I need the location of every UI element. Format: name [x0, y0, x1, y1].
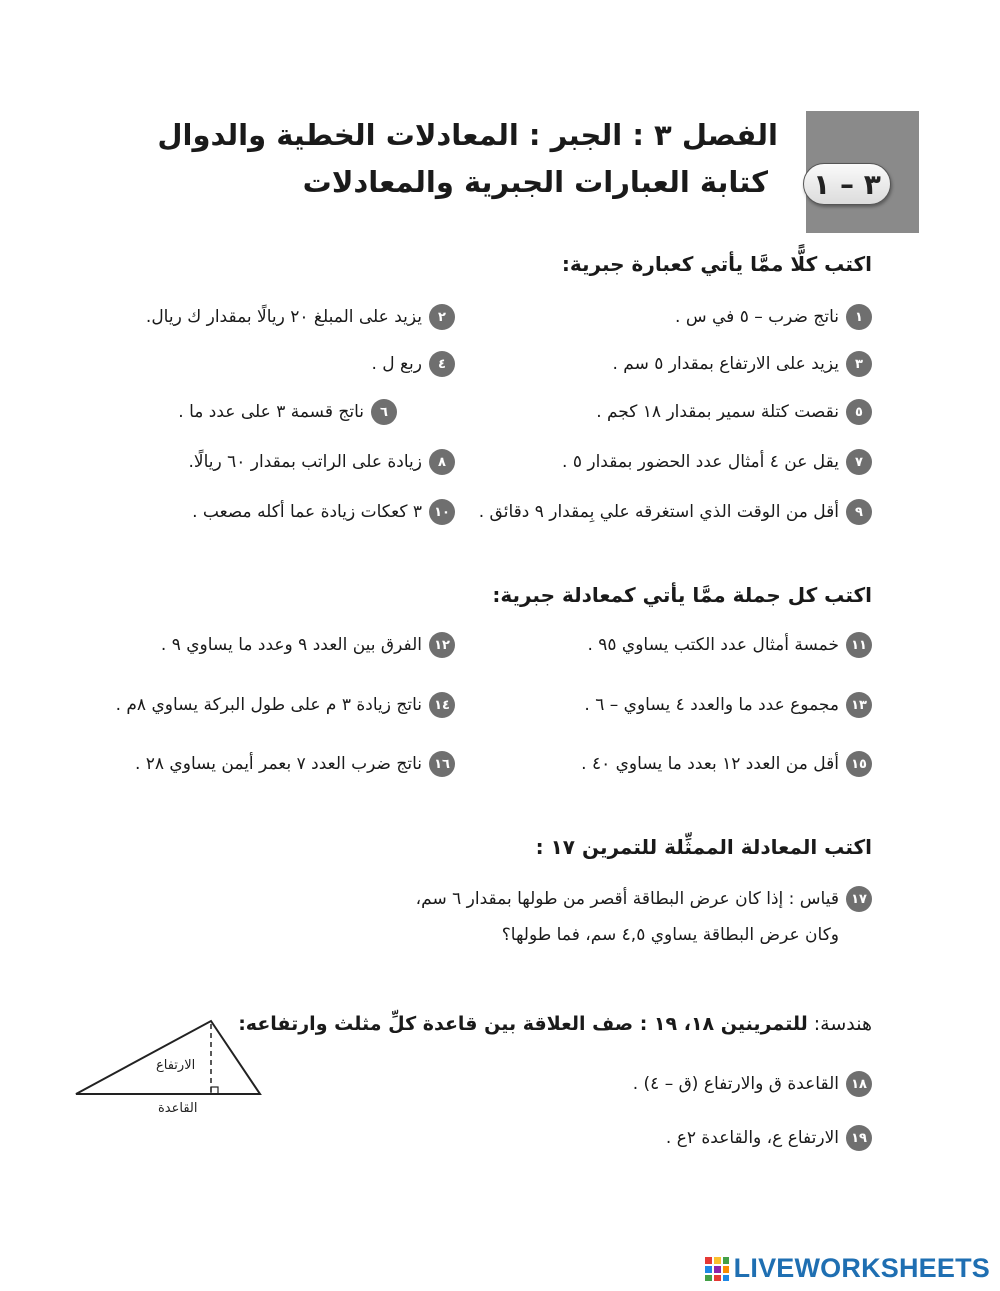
- exercise-text: ناتج ضرب – ٥ في س .: [675, 307, 839, 327]
- exercise-text: مجموع عدد ما والعدد ٤ يساوي – ٦ .: [584, 695, 839, 715]
- exercise-19: [666, 1125, 872, 1151]
- exercise-text: يقل عن ٤ أمثال عدد الحضور بمقدار ٥ .: [562, 452, 839, 472]
- exercise-number: ١٢: [429, 632, 455, 658]
- exercise-number: ٧: [846, 449, 872, 475]
- exercise-text: أقل من العدد ١٢ بعدد ما يساوي ٤٠ .: [581, 754, 839, 774]
- section4-heading-text: للتمرينين ١٨، ١٩ : صف العلاقة بين قاعدة كلِّ مثلث وارتفاعه:: [238, 1013, 808, 1035]
- exercise-number: ٣: [846, 351, 872, 377]
- exercise-number: ٥: [846, 399, 872, 425]
- exercise-number: ١٤: [429, 692, 455, 718]
- liveworksheets-logo: [704, 1253, 990, 1284]
- exercise-text: القاعدة ق والارتفاع (ق – ٤) .: [632, 1074, 839, 1094]
- exercise-number: ١٩: [846, 1125, 872, 1151]
- exercise-12: [161, 632, 455, 658]
- exercise-6: [178, 399, 397, 425]
- liveworksheets-logo-icon: [704, 1256, 730, 1282]
- exercise-1: [675, 304, 872, 330]
- section4-heading: [238, 1013, 872, 1035]
- exercise-number: ٦: [371, 399, 397, 425]
- exercise-11: [587, 632, 872, 658]
- exercise-number: ١٨: [846, 1071, 872, 1097]
- exercise-17-line2: وكان عرض البطاقة يساوي ٤,٥ سم، فما طولها؟: [501, 925, 839, 945]
- lesson-number: ٣ – ١: [813, 167, 881, 201]
- exercise-number: ١٦: [429, 751, 455, 777]
- exercise-number: ١٧: [846, 886, 872, 912]
- section1-heading: اكتب كلًّا ممَّا يأتي كعبارة جبرية:: [561, 252, 872, 276]
- exercise-text: ناتج قسمة ٣ على عدد ما .: [178, 402, 364, 422]
- exercise-text: نقصت كتلة سمير بمقدار ١٨ كجم .: [596, 402, 839, 422]
- exercise-13: [584, 692, 872, 718]
- exercise-text: ناتج ضرب العدد ٧ بعمر أيمن يساوي ٢٨ .: [134, 754, 422, 774]
- chapter-title: الفصل ٣ : الجبر : المعادلات الخطية والدوال: [157, 118, 778, 152]
- exercise-4: [371, 351, 455, 377]
- right-angle-marker: [211, 1087, 218, 1094]
- exercise-text: يزيد على المبلغ ٢٠ ريالًا بمقدار ك ريال.: [145, 307, 422, 327]
- exercise-text-line1: قياس : إذا كان عرض البطاقة أقصر من طولها بمقدار ٦ سم،: [415, 889, 839, 909]
- exercise-15: [581, 751, 872, 777]
- exercise-16: [135, 751, 455, 777]
- exercise-7: [562, 449, 872, 475]
- exercise-text: ربع ل .: [371, 354, 422, 374]
- exercise-number: ١١: [846, 632, 872, 658]
- exercise-5: [596, 399, 872, 425]
- exercise-text: الفرق بين العدد ٩ وعدد ما يساوي ٩ .: [160, 635, 422, 655]
- exercise-text: يزيد على الارتفاع بمقدار ٥ سم .: [612, 354, 839, 374]
- exercise-number: ٢: [429, 304, 455, 330]
- exercise-8: [189, 449, 456, 475]
- section2-heading: اكتب كل جملة ممَّا يأتي كمعادلة جبرية:: [492, 583, 872, 607]
- exercise-text: ٣ كعكات زيادة عما أكله مصعب .: [192, 502, 422, 522]
- exercise-number: ١: [846, 304, 872, 330]
- liveworksheets-brand-text: LIVEWORKSHEETS: [733, 1253, 990, 1283]
- lesson-number-badge: [803, 163, 891, 205]
- exercise-number: ٤: [429, 351, 455, 377]
- exercise-text: الارتفاع ع، والقاعدة ٢ع .: [665, 1128, 839, 1148]
- exercise-number: ١٣: [846, 692, 872, 718]
- exercise-18: [633, 1071, 872, 1097]
- exercise-text: ناتج زيادة ٣ م على طول البركة يساوي ٨م .: [115, 695, 422, 715]
- exercise-9: [479, 499, 872, 525]
- height-label: الارتفاع: [156, 1058, 196, 1073]
- base-label: القاعدة: [158, 1101, 198, 1116]
- exercise-10: [192, 499, 455, 525]
- section3-heading: اكتب المعادلة الممثِّلة للتمرين ١٧ :: [535, 835, 872, 859]
- exercise-number: ٨: [429, 449, 455, 475]
- section4-heading-prefix: هندسة:: [813, 1013, 872, 1035]
- exercise-2: [146, 304, 455, 330]
- exercise-number: ١٥: [846, 751, 872, 777]
- exercise-number: ١٠: [429, 499, 455, 525]
- exercise-number: ٩: [846, 499, 872, 525]
- exercise-17: [416, 886, 872, 912]
- lesson-title: كتابة العبارات الجبرية والمعادلات: [302, 165, 768, 199]
- exercise-text: زيادة على الراتب بمقدار ٦٠ ريالًا.: [188, 452, 422, 472]
- exercise-text: أقل من الوقت الذي استغرقه علي بِمقدار ٩ دقائق .: [478, 502, 839, 522]
- exercise-14: [116, 692, 455, 718]
- exercise-text: خمسة أمثال عدد الكتب يساوي ٩٥ .: [587, 635, 839, 655]
- exercise-3: [612, 351, 872, 377]
